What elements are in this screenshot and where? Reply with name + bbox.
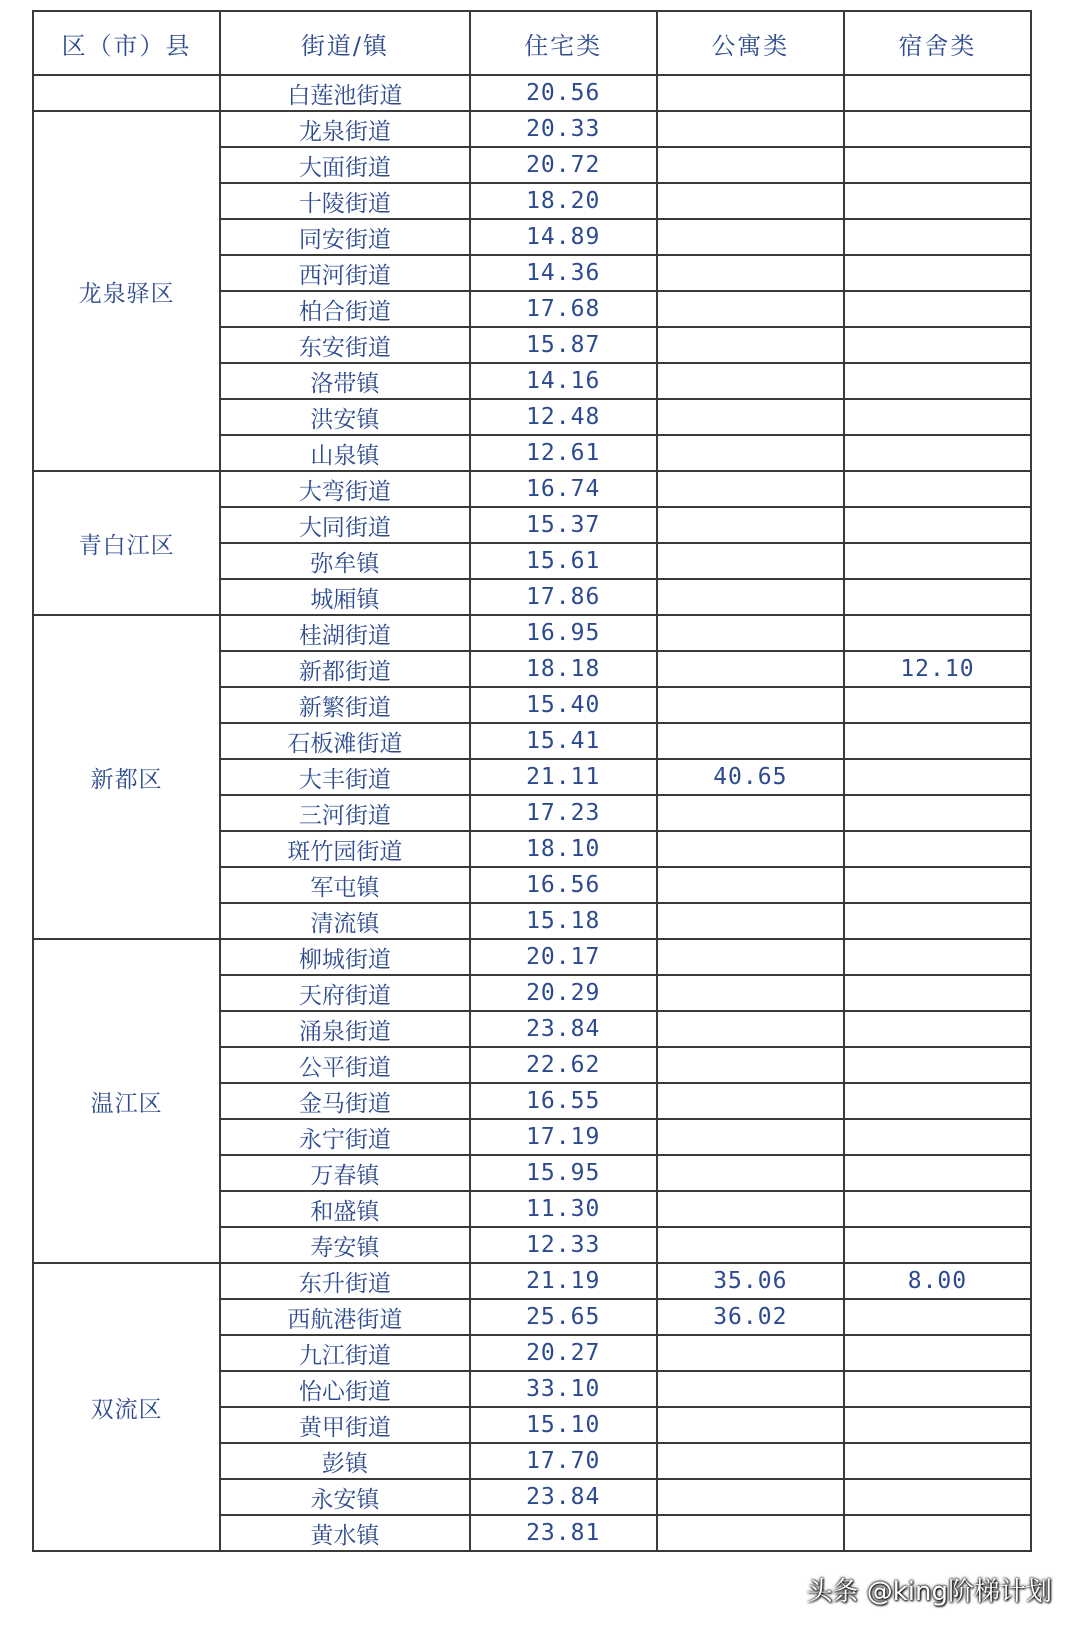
table-row [33,75,1031,111]
street-cell: 弥牟镇 [220,543,470,579]
dormitory-cell [844,831,1031,867]
street-cell: 军屯镇 [220,867,470,903]
apartment-cell [657,255,844,291]
watermark [806,1571,1052,1608]
street-cell: 九江街道 [220,1335,470,1371]
dormitory-cell [844,399,1031,435]
street-cell: 柳城街道 [220,939,470,975]
apartment-cell [657,1119,844,1155]
street-cell: 天府街道 [220,975,470,1011]
street-cell: 西航港街道 [220,1299,470,1335]
apartment-cell: 40.65 [657,759,844,795]
dormitory-cell [844,579,1031,615]
residential-cell: 17.86 [470,579,657,615]
street-cell: 清流镇 [220,903,470,939]
apartment-cell [657,183,844,219]
residential-cell: 23.84 [470,1011,657,1047]
header-district: 区（市）县 [33,11,220,75]
residential-cell: 15.40 [470,687,657,723]
dormitory-cell [844,183,1031,219]
residential-cell: 15.95 [470,1155,657,1191]
district-cell: 新都区 [33,615,220,939]
street-cell: 永宁街道 [220,1119,470,1155]
street-cell: 大丰街道 [220,759,470,795]
residential-cell: 20.27 [470,1335,657,1371]
street-cell: 涌泉街道 [220,1011,470,1047]
apartment-cell [657,75,844,111]
street-cell: 大弯街道 [220,471,470,507]
residential-cell: 17.70 [470,1443,657,1479]
street-cell: 桂湖街道 [220,615,470,651]
apartment-cell [657,1011,844,1047]
street-cell: 和盛镇 [220,1191,470,1227]
residential-cell: 20.17 [470,939,657,975]
residential-cell: 15.41 [470,723,657,759]
street-cell: 新都街道 [220,651,470,687]
header-row [33,11,1031,75]
dormitory-cell [844,363,1031,399]
residential-cell: 21.11 [470,759,657,795]
residential-cell: 25.65 [470,1299,657,1335]
dormitory-cell [844,1047,1031,1083]
dormitory-cell [844,1515,1031,1551]
dormitory-cell [844,867,1031,903]
district-cell: 双流区 [33,1263,220,1551]
residential-cell: 23.81 [470,1515,657,1551]
dormitory-cell [844,1371,1031,1407]
street-cell: 寿安镇 [220,1227,470,1263]
street-cell: 洪安镇 [220,399,470,435]
dormitory-cell [844,507,1031,543]
street-cell: 白莲池街道 [220,75,470,111]
apartment-cell [657,435,844,471]
dormitory-cell [844,1119,1031,1155]
residential-cell: 33.10 [470,1371,657,1407]
dormitory-cell [844,111,1031,147]
residential-cell: 12.33 [470,1227,657,1263]
header-apartment: 公寓类 [657,11,844,75]
apartment-cell [657,399,844,435]
apartment-cell [657,1515,844,1551]
residential-cell: 12.61 [470,435,657,471]
dormitory-cell [844,1011,1031,1047]
street-cell: 石板滩街道 [220,723,470,759]
residential-cell: 23.84 [470,1479,657,1515]
residential-cell: 18.10 [470,831,657,867]
street-cell: 永安镇 [220,1479,470,1515]
apartment-cell [657,615,844,651]
residential-cell: 14.16 [470,363,657,399]
dormitory-cell [844,291,1031,327]
dormitory-cell: 12.10 [844,651,1031,687]
apartment-cell [657,867,844,903]
street-cell: 新繁街道 [220,687,470,723]
rent-table [32,10,1032,1552]
dormitory-cell [844,219,1031,255]
apartment-cell: 35.06 [657,1263,844,1299]
watermark-text: 头条 @king阶梯计划 [806,1577,1052,1607]
district-cell: 龙泉驿区 [33,111,220,471]
dormitory-cell: 8.00 [844,1263,1031,1299]
street-cell: 西河街道 [220,255,470,291]
apartment-cell [657,723,844,759]
table-row [33,615,1031,651]
header-street: 街道/镇 [220,11,470,75]
dormitory-cell [844,1299,1031,1335]
apartment-cell [657,975,844,1011]
residential-cell: 16.56 [470,867,657,903]
street-cell: 东安街道 [220,327,470,363]
dormitory-cell [844,1335,1031,1371]
dormitory-cell [844,1155,1031,1191]
street-cell: 山泉镇 [220,435,470,471]
apartment-cell [657,1479,844,1515]
street-cell: 金马街道 [220,1083,470,1119]
apartment-cell [657,507,844,543]
street-cell: 斑竹园街道 [220,831,470,867]
header-dormitory: 宿舍类 [844,11,1031,75]
table-row [33,471,1031,507]
residential-cell: 15.87 [470,327,657,363]
apartment-cell [657,327,844,363]
dormitory-cell [844,75,1031,111]
dormitory-cell [844,903,1031,939]
dormitory-cell [844,1407,1031,1443]
apartment-cell [657,795,844,831]
dormitory-cell [844,255,1031,291]
apartment-cell [657,939,844,975]
street-cell: 公平街道 [220,1047,470,1083]
apartment-cell [657,471,844,507]
dormitory-cell [844,1191,1031,1227]
table-body [33,75,1031,1551]
street-cell: 大同街道 [220,507,470,543]
apartment-cell [657,1335,844,1371]
street-cell: 十陵街道 [220,183,470,219]
residential-cell: 20.56 [470,75,657,111]
street-cell: 黄甲街道 [220,1407,470,1443]
dormitory-cell [844,435,1031,471]
dormitory-cell [844,1227,1031,1263]
dormitory-cell [844,327,1031,363]
dormitory-cell [844,795,1031,831]
street-cell: 三河街道 [220,795,470,831]
apartment-cell [657,147,844,183]
residential-cell: 17.19 [470,1119,657,1155]
apartment-cell [657,579,844,615]
residential-cell: 15.37 [470,507,657,543]
street-cell: 万春镇 [220,1155,470,1191]
residential-cell: 15.10 [470,1407,657,1443]
street-cell: 彭镇 [220,1443,470,1479]
residential-cell: 20.72 [470,147,657,183]
apartment-cell [657,1155,844,1191]
apartment-cell [657,543,844,579]
residential-cell: 14.89 [470,219,657,255]
street-cell: 龙泉街道 [220,111,470,147]
dormitory-cell [844,543,1031,579]
street-cell: 黄水镇 [220,1515,470,1551]
district-cell: 温江区 [33,939,220,1263]
table-row [33,111,1031,147]
dormitory-cell [844,615,1031,651]
street-cell: 大面街道 [220,147,470,183]
residential-cell: 16.55 [470,1083,657,1119]
dormitory-cell [844,687,1031,723]
dormitory-cell [844,1479,1031,1515]
dormitory-cell [844,975,1031,1011]
dormitory-cell [844,471,1031,507]
residential-cell: 15.18 [470,903,657,939]
apartment-cell [657,219,844,255]
table-row [33,939,1031,975]
residential-cell: 17.68 [470,291,657,327]
district-cell: 青白江区 [33,471,220,615]
residential-cell: 16.95 [470,615,657,651]
residential-cell: 11.30 [470,1191,657,1227]
residential-cell: 21.19 [470,1263,657,1299]
apartment-cell [657,111,844,147]
dormitory-cell [844,723,1031,759]
apartment-cell [657,651,844,687]
residential-cell: 20.29 [470,975,657,1011]
apartment-cell [657,1047,844,1083]
dormitory-cell [844,1443,1031,1479]
residential-cell: 18.18 [470,651,657,687]
apartment-cell [657,1371,844,1407]
residential-cell: 15.61 [470,543,657,579]
dormitory-cell [844,1083,1031,1119]
street-cell: 洛带镇 [220,363,470,399]
apartment-cell [657,363,844,399]
residential-cell: 17.23 [470,795,657,831]
apartment-cell [657,1083,844,1119]
residential-cell: 16.74 [470,471,657,507]
street-cell: 东升街道 [220,1263,470,1299]
residential-cell: 18.20 [470,183,657,219]
apartment-cell [657,1443,844,1479]
apartment-cell [657,687,844,723]
district-cell [33,75,220,111]
apartment-cell [657,903,844,939]
street-cell: 同安街道 [220,219,470,255]
street-cell: 怡心街道 [220,1371,470,1407]
street-cell: 柏合街道 [220,291,470,327]
apartment-cell [657,291,844,327]
residential-cell: 14.36 [470,255,657,291]
dormitory-cell [844,147,1031,183]
dormitory-cell [844,939,1031,975]
apartment-cell [657,831,844,867]
dormitory-cell [844,759,1031,795]
apartment-cell [657,1227,844,1263]
street-cell: 城厢镇 [220,579,470,615]
apartment-cell [657,1191,844,1227]
apartment-cell [657,1407,844,1443]
apartment-cell: 36.02 [657,1299,844,1335]
header-residential: 住宅类 [470,11,657,75]
residential-cell: 22.62 [470,1047,657,1083]
residential-cell: 20.33 [470,111,657,147]
table-row [33,1263,1031,1299]
residential-cell: 12.48 [470,399,657,435]
